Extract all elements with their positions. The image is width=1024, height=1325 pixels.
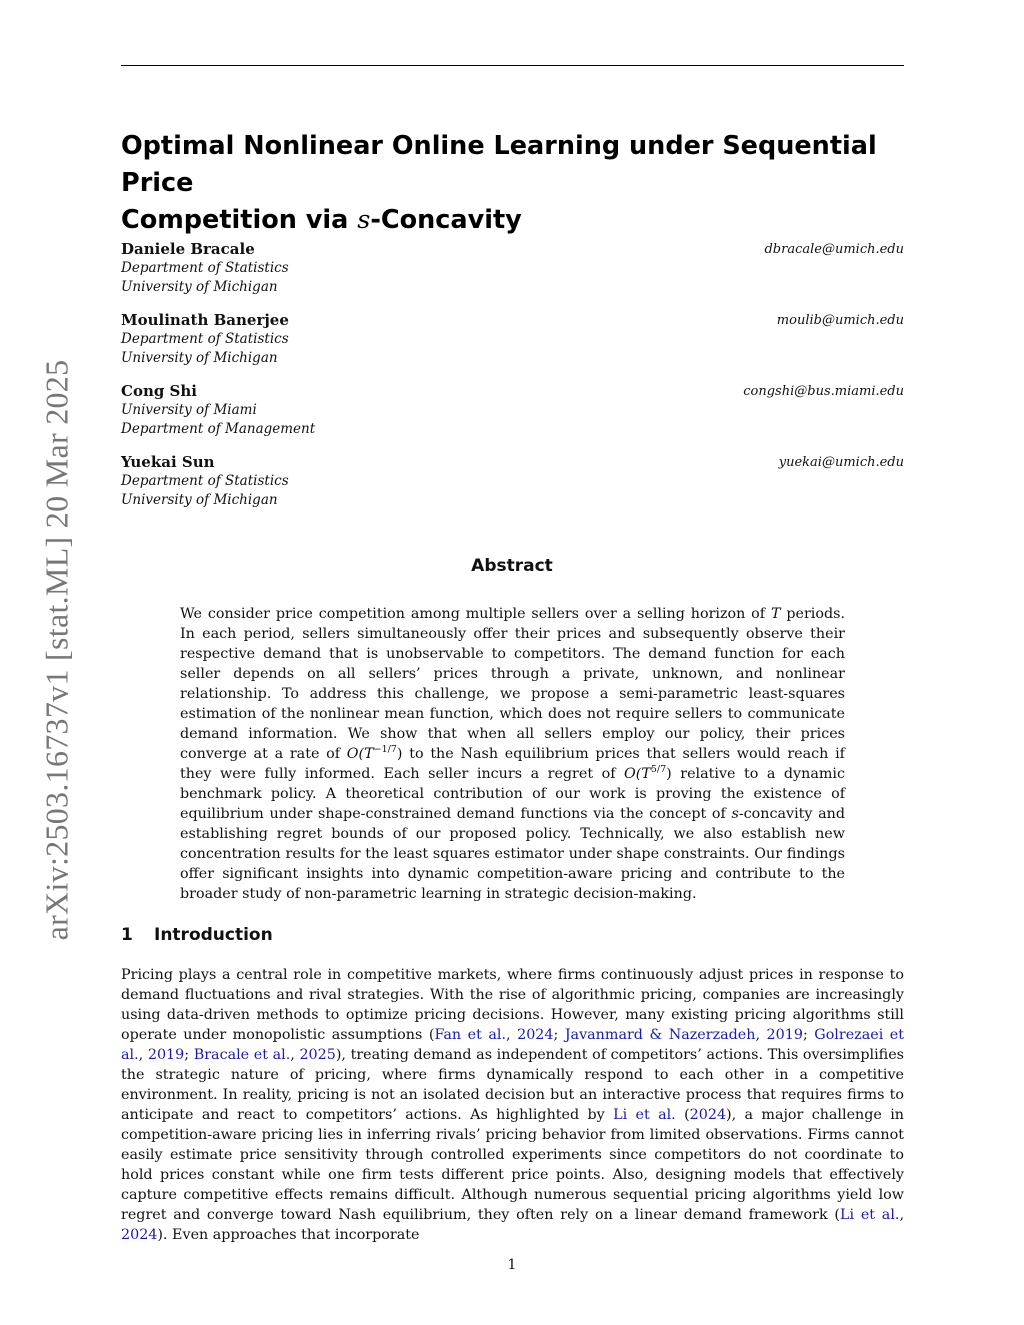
author-affiliation: University of Michigan — [121, 492, 278, 508]
author-email[interactable]: congshi@bus.miami.edu — [743, 384, 904, 399]
author-affiliation: University of Miami — [121, 402, 257, 418]
abstract-text: periods. In each period, sellers simultaneously offer their prices and subsequently observe their respective demand that is unobservable to competitors. The demand function for each seller depends on all sellers’ prices through a private, unknown, and nonlinear relationship. To address this challenge, we propose a semi-parametric least-squares estimation of the nonlinear mean function, which does not require sellers to communicate demand information. We show that when all sellers employ our policy, their prices converge at a rate of — [180, 606, 845, 762]
author-affiliation: Department of Statistics — [121, 473, 289, 489]
abstract-math-s: s — [731, 806, 739, 822]
citation-li-2[interactable]: Li et al. — [839, 1207, 900, 1223]
author-block-2 — [121, 311, 904, 368]
intro-text: ), a major challenge in competition-aware pricing lies in inferring rivals’ pricing behavior from limited observations. Firms cannot easily estimate price sensitivity through controlled experiments since competitors do not coordinate to hold prices constant while one firm tests different price points. Also, designing models that effectively capture competitive effects remains difficult. Although numerous sequential pricing algorithms yield low regret and converge toward Nash equilibrium, they often rely on a linear demand framework ( — [121, 1107, 904, 1223]
abstract-text: We consider price competition among multiple sellers over a selling horizon of — [180, 606, 771, 622]
abstract-body — [180, 604, 845, 904]
author-email[interactable]: dbracale@umich.edu — [764, 242, 904, 257]
citation-li-year[interactable]: 2024 — [689, 1107, 727, 1123]
header-rule — [121, 65, 904, 66]
title-math-s: s — [357, 205, 371, 235]
citation-javanmard-year[interactable]: 2019 — [766, 1027, 803, 1043]
author-name: Cong Shi — [121, 382, 197, 400]
abstract-rate-1-exponent: −1/7 — [373, 744, 397, 756]
abstract-text: -concavity and establishing regret bounds of our proposed policy. Technically, we also establish new concentration results for the least squares estimator under shape constraints. Our findings offer significant insights into dynamic competition-aware pricing and contribute to the broader study of non-parametric learning in strategic decision-making. — [180, 806, 845, 902]
arxiv-stamp: arXiv:2503.16737v1 [stat.ML] 20 Mar 2025 — [38, 359, 75, 941]
title-line-2-suffix: -Concavity — [370, 205, 522, 235]
introduction-paragraph: Pricing plays a central role in competitive markets, where firms continuously adjust prices in response to demand fluctuations and rival strategies. With the rise of algorithmic pricing, companies are increasingly using data-driven methods to optimize pricing decisions. However, many existing pricing algorithms still operate under monopolistic assumptions (Fan et al., 2024; Javanmard & Nazerzadeh, 2019; Golrezaei et al., 2019; Bracale et al., 2025), treating demand as independent of competitors’ actions. This oversimplifies the strategic nature of pricing, where firms dynamically respond to each other in a competitive environment. In reality, pricing is not an isolated decision but an interactive process that requires firms to anticipate and react to competitors’ actions. As highlighted by Li et al. (2024), a major challenge in competition-aware pricing lies in inferring rivals’ pricing behavior from limited observations. Firms cannot easily estimate price sensitivity through controlled experiments since competitors do not coordinate to hold prices constant while one firm tests different price points. Also, designing models that effectively capture competitive effects remains difficult. Although numerous sequential pricing algorithms yield low regret and converge toward Nash equilibrium, they often rely on a linear demand framework (Li et al., 2024). Even approaches that incorporate — [121, 967, 904, 1243]
citation-bracale[interactable]: Bracale et al. — [193, 1047, 291, 1063]
abstract-heading: Abstract — [471, 556, 553, 576]
author-affiliation: University of Michigan — [121, 350, 278, 366]
intro-text: Pricing plays a central role in competitive markets, where firms continuously adjust prices in response to demand fluctuations and rival strategies. With the rise of algorithmic pricing, companies are increasingly using data-driven methods to optimize pricing decisions. However, many existing pricing algorithms still operate under monopolistic assumptions ( — [121, 967, 904, 1043]
author-name: Daniele Bracale — [121, 240, 255, 258]
author-block-1 — [121, 240, 904, 297]
citation-fan[interactable]: Fan et al. — [434, 1027, 507, 1043]
citation-golrezaei[interactable]: Golrezaei et al. — [121, 1027, 904, 1063]
abstract-rate-1-close: ) — [396, 746, 403, 762]
author-email[interactable]: moulib@umich.edu — [776, 313, 904, 328]
paper-title — [121, 128, 911, 239]
citation-bracale-year[interactable]: 2025 — [299, 1047, 336, 1063]
abstract-rate-2: O(T — [624, 766, 651, 782]
abstract-math-T: T — [770, 606, 781, 622]
author-name: Moulinath Banerjee — [121, 311, 289, 329]
citation-li-2-year[interactable]: 2024 — [121, 1227, 158, 1243]
abstract-rate-2-exponent: 5/7 — [650, 764, 667, 776]
abstract-text: to the Nash equilibrium prices that sellers would reach if they were fully informed. Each seller incurs a regret of — [180, 746, 845, 782]
author-affiliation: Department of Statistics — [121, 260, 289, 276]
page-number: 1 — [507, 1257, 517, 1273]
citation-javanmard[interactable]: Javanmard & Nazerzadeh — [564, 1027, 756, 1043]
abstract-rate-1: O(T — [346, 746, 374, 762]
title-line-1: Optimal Nonlinear Online Learning under Sequential Price — [121, 131, 877, 198]
citation-fan-year[interactable]: 2024 — [517, 1027, 554, 1043]
author-block-3 — [121, 382, 904, 439]
author-name: Yuekai Sun — [121, 453, 215, 471]
author-affiliation: Department of Statistics — [121, 331, 289, 347]
section-title: Introduction — [154, 925, 273, 945]
author-email[interactable]: yuekai@umich.edu — [778, 455, 904, 470]
citation-li[interactable]: Li et al. — [613, 1107, 676, 1123]
intro-text: ), treating demand as independent of competitors’ actions. This oversimplifies the strategic nature of pricing, where firms dynamically respond to each other in a competitive environment. In reality, pricing is not an isolated decision but an interactive process that requires firms to anticipate and react to competitors’ actions. As highlighted by — [121, 1047, 904, 1123]
abstract-rate-2-close: ) — [666, 766, 672, 782]
intro-text: ). Even approaches that incorporate — [157, 1227, 420, 1243]
abstract-text: relative to a dynamic benchmark policy. A theoretical contribution of our work is proving the existence of equilibrium under shape-constrained demand functions via the concept of — [180, 766, 845, 822]
section-heading — [121, 925, 273, 945]
title-line-2-prefix: Competition via — [121, 205, 358, 235]
author-affiliation: University of Michigan — [121, 279, 278, 295]
section-number: 1 — [121, 925, 133, 945]
author-affiliation: Department of Management — [121, 421, 316, 437]
citation-golrezaei-year[interactable]: 2019 — [147, 1047, 185, 1063]
author-block-4 — [121, 453, 904, 510]
